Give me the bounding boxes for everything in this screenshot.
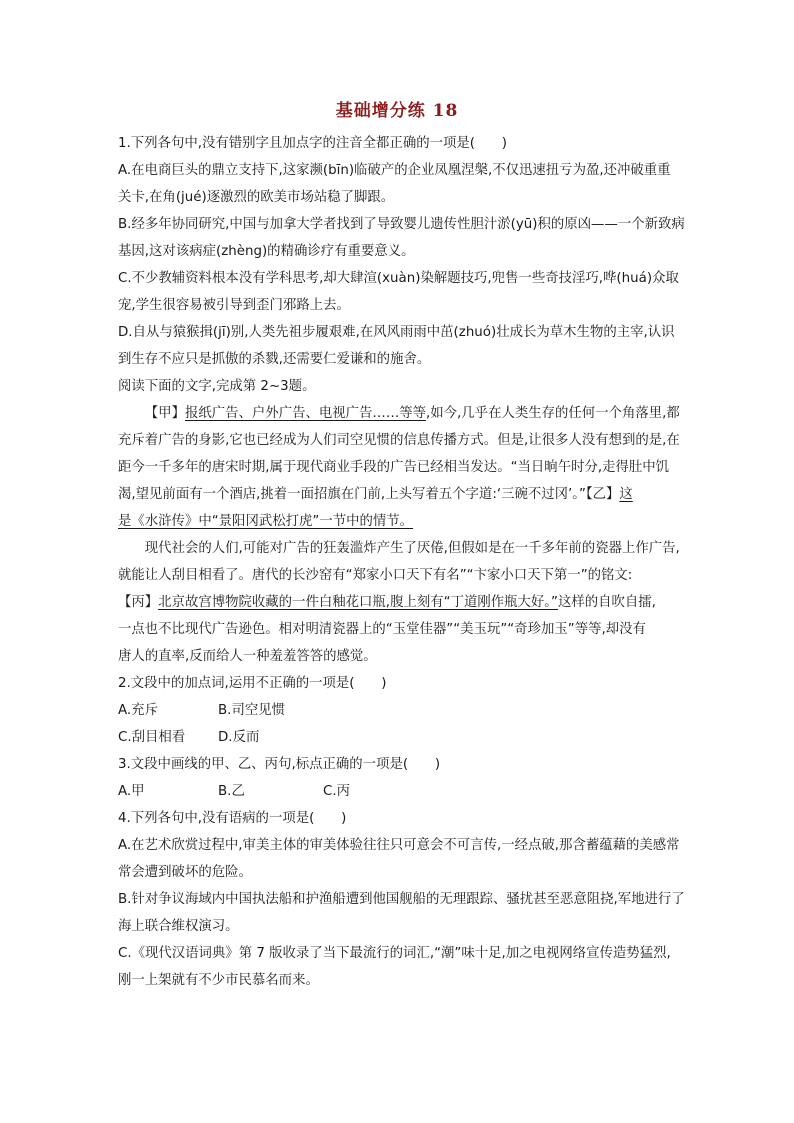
q1-option-c-line1: C.不少教辅资料根本没有学科思考,却大肆渲(xuàn)染解题技巧,兜售一些奇技淫巧,哗(huá)众取 bbox=[118, 271, 679, 286]
sentence-jia-tag: 【甲】 bbox=[144, 406, 185, 421]
q1-option-b-line2: 基因,这对该病症(zhèng)的精确诊疗有重要意义。 bbox=[118, 244, 415, 259]
passage-p2-line3-rest: 这样的自吹自擂, bbox=[557, 595, 656, 610]
passage-paragraph-1-line3: 距今一千多年的唐宋时期,属于现代商业手段的广告已经相当发达。“当日晌午时分,走得肚中饥 bbox=[118, 460, 670, 475]
passage-p1-line1-rest: ,如今,几乎在人类生存的任何一个角落里,都 bbox=[426, 406, 680, 421]
q2-option-c: C.刮目相看 bbox=[118, 730, 186, 745]
q2-options-row-2 bbox=[118, 724, 688, 751]
passage-paragraph-2-line5: 唐人的直率,反而给人一种羞羞答答的感觉。 bbox=[118, 649, 377, 664]
sentence-yi-tag: 【乙】 bbox=[585, 487, 620, 502]
passage-paragraph-1-line4 bbox=[118, 481, 688, 508]
passage-p1-line4-text: 渴,望见前面有一个酒店,挑着一面招旗在门前,上头写着五个字道:‘三碗不过冈’。” bbox=[118, 487, 586, 502]
q1-option-b-line1: B.经多年协同研究,中国与加拿大学者找到了导致婴儿遗传性胆汁淤(yū)积的原凶——一个新致病 bbox=[118, 217, 685, 232]
q4-option-a-line2: 常会遭到破坏的危险。 bbox=[118, 865, 252, 880]
q3-option-b: B.乙 bbox=[218, 784, 245, 799]
q4-option-a-line1: A.在艺术欣赏过程中,审美主体的审美体验往往只可意会不可言传,一经点破,那含蓄蕴藉的美感常 bbox=[118, 838, 680, 853]
sentence-yi-underlined: 是《水浒传》中“景阳冈武松打虎”一节中的情节。 bbox=[118, 514, 414, 529]
q1-option-c-line2: 宠,学生很容易被引导到歪门邪路上去。 bbox=[118, 298, 350, 313]
q2-options-row-1 bbox=[118, 697, 688, 724]
passage-paragraph-2-line4: 一点也不比现代广告逊色。相对明清瓷器上的“玉堂佳器”“美玉玩”“奇珍加玉”等等,却没有 bbox=[118, 622, 646, 637]
q1-option-d-line1: D.自从与猿猴揖(jī)别,人类先祖步履艰难,在风风雨雨中茁(zhuó)壮成长为草木生物的主宰,认识 bbox=[118, 325, 675, 340]
question-3-stem: 3.文段中画线的甲、乙、丙句,标点正确的一项是( ) bbox=[118, 757, 441, 772]
passage-paragraph-2-line3 bbox=[118, 589, 688, 616]
passage-paragraph-2-line1: 现代社会的人们,可能对广告的狂轰滥炸产生了厌倦,但假如是在一千多年前的瓷器上作广告, bbox=[144, 541, 680, 556]
sentence-bing-tag: 【丙】 bbox=[118, 595, 159, 610]
passage-paragraph-2-line2: 就能让人刮目相看了。唐代的长沙窑有“郑家小口天下有名”“卞家小口天下第一”的铭文: bbox=[118, 568, 633, 583]
q2-option-a: A.充斥 bbox=[118, 703, 158, 718]
worksheet-body bbox=[118, 130, 688, 994]
passage-intro: 阅读下面的文字,完成第 2~3题。 bbox=[118, 379, 316, 394]
q1-option-a-line1: A.在电商巨头的鼎立支持下,这家濒(bīn)临破产的企业凤凰涅槃,不仅迅速扭亏为盈,还冲破重重 bbox=[118, 163, 671, 178]
question-2-stem: 2.文段中的加点词,运用不正确的一项是( ) bbox=[118, 676, 387, 691]
page-title: 基础增分练 18 bbox=[335, 101, 459, 121]
passage-paragraph-1-line5 bbox=[118, 508, 688, 535]
sentence-yi-underlined-start: 这 bbox=[619, 487, 633, 502]
q3-options-row bbox=[118, 778, 688, 805]
question-4-stem: 4.下列各句中,没有语病的一项是( ) bbox=[118, 811, 347, 826]
sentence-jia-underlined: 报纸广告、户外广告、电视广告……等等 bbox=[184, 406, 426, 421]
passage-paragraph-1-line2: 充斥着广告的身影,它也已经成为人们司空见惯的信息传播方式。但是,让很多人没有想到的是,在 bbox=[118, 433, 680, 448]
q1-option-a-line2: 关卡,在角(jué)逐激烈的欧美市场站稳了脚跟。 bbox=[118, 190, 395, 205]
q4-option-c-line1: C.《现代汉语词典》第 7 版收录了当下最流行的词汇,“潮”味十足,加之电视网络宣传造势猛烈, bbox=[118, 946, 671, 961]
question-1-stem: 1.下列各句中,没有错别字且加点字的注音全都正确的一项是( ) bbox=[118, 136, 508, 151]
q4-option-b-line2: 海上联合维权演习。 bbox=[118, 919, 239, 934]
q4-option-b-line1: B.针对争议海域内中国执法船和护渔船遭到他国舰船的无理跟踪、骚扰甚至恶意阻挠,军地进行了 bbox=[118, 892, 685, 907]
q3-option-a: A.甲 bbox=[118, 784, 145, 799]
q2-option-d: D.反而 bbox=[218, 730, 260, 745]
q2-option-b: B.司空见惯 bbox=[218, 703, 286, 718]
passage-paragraph-1-line1 bbox=[118, 400, 688, 427]
q1-option-d-line2: 到生存不应只是抓傲的杀戮,还需要仁爱谦和的施舍。 bbox=[118, 352, 431, 367]
sentence-bing-underlined: 北京故宫博物院收藏的一件白釉花口瓶,腹上刻有“丁道刚作瓶大好。” bbox=[158, 595, 558, 610]
q3-option-c: C.丙 bbox=[323, 784, 350, 799]
q4-option-c-line2: 刚一上架就有不少市民慕名而来。 bbox=[118, 973, 319, 988]
